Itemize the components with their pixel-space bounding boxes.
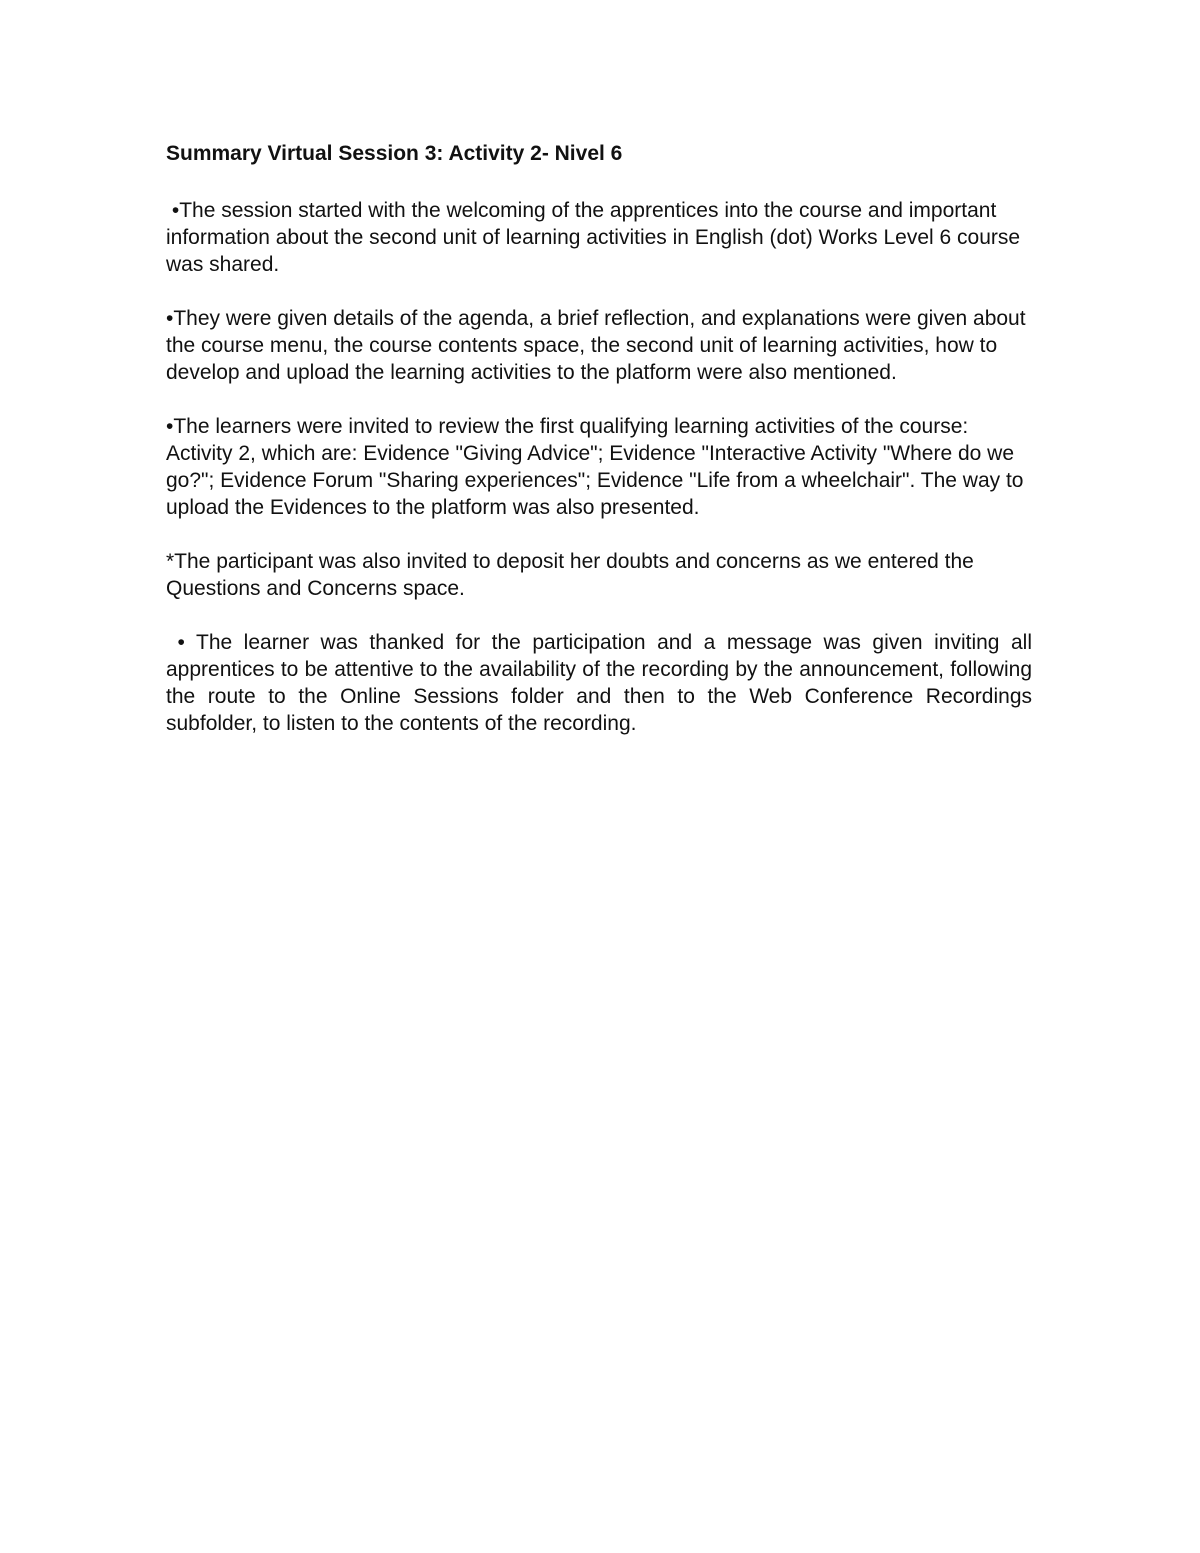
paragraph-questions-concerns: *The participant was also invited to deposit her doubts and concerns as we entered the Questions and Concerns space.: [166, 550, 974, 600]
paragraph-learning-activities: •The learners were invited to review the first qualifying learning activities of the course: Activity 2, which are: Evidence "Giving Advice"; Evidence "Interactive Activity "Where do we go?"; Evidence Forum "Sharing experiences"; Evidence "Life from a wheelchair". The way to upload the Evidences to the platform was also presented.: [166, 415, 1024, 519]
document-title: Summary Virtual Session 3: Activity 2- Nivel 6: [166, 142, 623, 165]
paragraph-session-start: •The session started with the welcoming of the apprentices into the course and important information about the second unit of learning activities in English (dot) Works Level 6 course was shared.: [166, 199, 1026, 276]
paragraph-agenda-details: •They were given details of the agenda, a brief reflection, and explanations were given about the course menu, the course contents space, the second unit of learning activities, how to develop and upload the learning activities to the platform were also mentioned.: [166, 307, 1026, 384]
document-body: [166, 140, 1038, 764]
paragraph-closing-message: • The learner was thanked for the participation and a message was given inviting all apprentices to be attentive to the availability of the recording by the announcement, following the route to the Online Sessions folder and then to the Web Conference Recordings subfolder, to listen to the contents of the recording.: [166, 631, 1038, 735]
